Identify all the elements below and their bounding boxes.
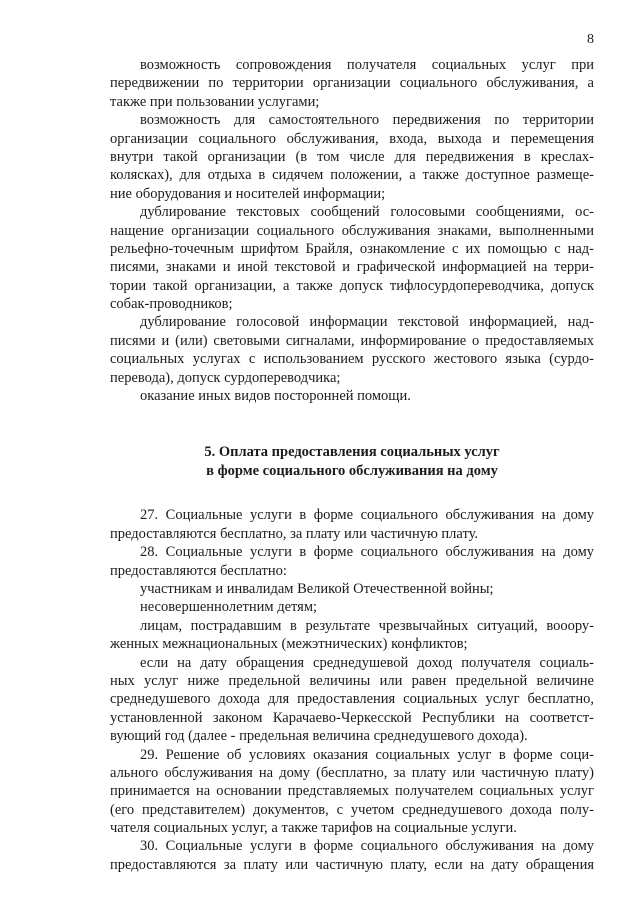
text-line: среднедушевого дохода для предоставления социальных услуг бесплатно, (110, 691, 594, 708)
text-line: 30. Социальные услуги в форме социального обслуживания на дому (140, 838, 594, 855)
text-line: предоставляются за плату или частичную плату, если на дату обращения (110, 856, 594, 873)
spacer (110, 481, 594, 506)
heading-line: 5. Оплата предоставления социальных услуг (204, 444, 500, 461)
text-line: 28. Социальные услуги в форме социального обслуживания на дому (140, 544, 594, 561)
text-line: организации социального обслуживания, входа, выхода и перемещения (110, 130, 594, 147)
text-line: передвижении по территории организации социального обслуживания, а (110, 75, 594, 92)
text-line: несовершеннолетним детям; (140, 599, 318, 616)
text-line: (его представителем) документов, с учетом среднедушевого дохода полу- (110, 801, 594, 818)
text-line: дублирование текстовых сообщений голосовыми сообщениями, ос- (140, 204, 594, 221)
text-line: предоставляются бесплатно, за плату или частичную плату. (110, 525, 479, 542)
text-line: колясках), для отдыха в сидячем положении, а также доступное размеще- (110, 167, 594, 184)
text-line: тории такой организации, а также допуск тифлосурдопереводчика, допуск (110, 277, 594, 294)
text-line: установленной законом Карачаево-Черкесской Республики на соответст- (110, 709, 594, 726)
text-line: рельефно-точечным шрифтом Брайля, ознакомление с их помощью с над- (110, 240, 594, 257)
payment-clauses (110, 506, 594, 874)
text-line: чателя социальных услуг, а также тарифов на социальные услуги. (110, 820, 517, 837)
text-line: участникам и инвалидам Великой Отечественной войны; (140, 580, 494, 597)
text-line: женных межнациональных (межэтнических) конфликтов; (110, 636, 468, 653)
text-line: предоставляются бесплатно: (110, 562, 287, 579)
page-number: 8 (587, 32, 594, 47)
text-line: ние оборудования и носителей информации; (110, 185, 386, 202)
text-line: дублирование голосовой информации текстовой информацией, над- (140, 314, 594, 331)
text-line: внутри такой организации (в том числе для передвижения в креслах- (110, 148, 594, 165)
text-line: социальных услугах с использованием русского жестового языка (сурдо- (110, 351, 594, 368)
text-line: лицам, пострадавшим в результате чрезвычайных ситуаций, вооору- (140, 617, 594, 634)
text-line: возможность сопровождения получателя социальных услуг при (140, 57, 594, 73)
text-line: возможность для самостоятельного передвижения по территории (140, 112, 594, 129)
text-line: оказание иных видов посторонней помощи. (140, 388, 411, 405)
text-line: писями и (или) световыми сигналами, информирование о предоставляемых (110, 332, 594, 349)
text-line: принимается на основании представляемых получателем социальных услуг (110, 783, 594, 800)
heading-line: в форме социального обслуживания на дому (206, 463, 498, 480)
text-line: писями, знаками и иной текстовой и графической информацией на терри- (110, 259, 594, 276)
text-line: перевода), допуск сурдопереводчика; (110, 369, 341, 386)
accessibility-conditions-list (110, 56, 594, 405)
text-line: если на дату обращения среднедушевой доход получателя социаль- (140, 654, 594, 671)
text-line: нащение организации социального обслуживания знаками, выполненными (110, 222, 594, 239)
text-line: 29. Решение об условиях оказания социальных услуг в форме соци- (140, 746, 594, 763)
text-line: 27. Социальные услуги в форме социального обслуживания на дому (140, 507, 594, 524)
spacer (110, 405, 594, 443)
text-line: вующий год (далее - предельная величина среднедушевого дохода). (110, 728, 528, 745)
section-heading (110, 443, 594, 481)
text-line: ального обслуживания на дому (бесплатно, за плату или частичную плату) (110, 764, 594, 781)
text-line: собак-проводников; (110, 296, 233, 313)
text-line: ных услуг ниже предельной величины или равен предельной величине (110, 672, 594, 689)
text-line: также при пользовании услугами; (110, 93, 320, 110)
document-body (110, 56, 594, 874)
